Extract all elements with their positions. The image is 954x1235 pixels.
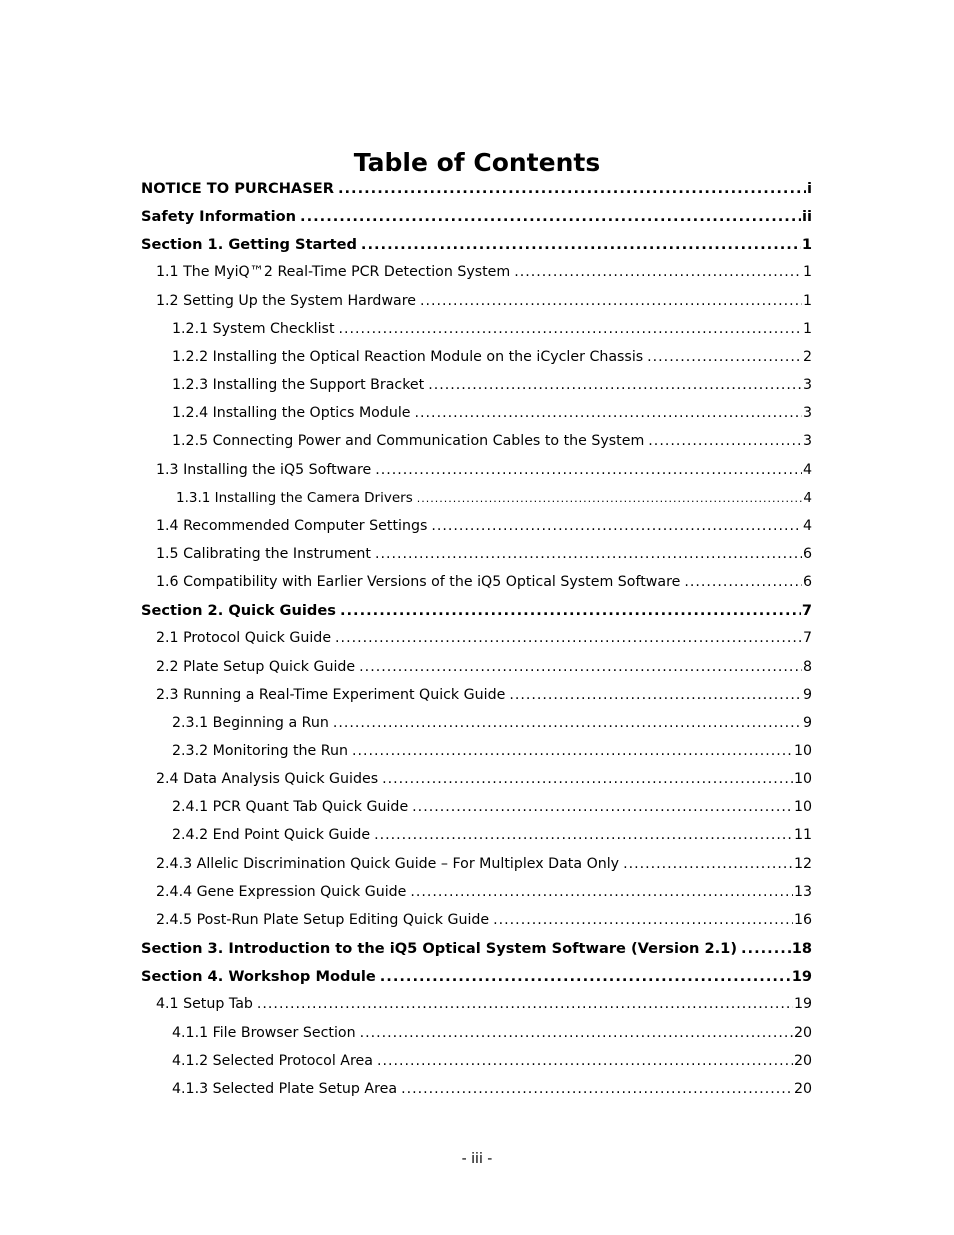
toc-dot-leader [417,492,803,505]
toc-entry-page: 10 [793,771,812,788]
toc-entry[interactable] [156,996,812,1024]
toc-entry-page: 13 [793,883,812,900]
toc-entry[interactable] [172,1025,812,1053]
toc-entry[interactable] [172,743,812,771]
toc-dot-leader [684,574,802,590]
toc-entry[interactable] [156,293,812,321]
toc-dot-leader [377,1053,793,1069]
toc-dot-leader [514,264,802,280]
toc-dot-leader [359,659,802,675]
toc-entry-page: 20 [793,1052,812,1069]
toc-dot-leader [352,743,793,759]
toc-entry-label: 2.3.2 Monitoring the Run [172,743,348,759]
toc-entry-label: 1.4 Recommended Computer Settings [156,517,428,534]
toc-entry[interactable] [176,490,812,518]
toc-dot-leader [623,856,793,872]
toc-entry[interactable] [156,574,812,602]
toc-dot-leader [361,236,801,253]
toc-entry-page: i [806,180,812,197]
toc-entry-label: 1.2.5 Connecting Power and Communication Cables to the System [172,433,645,450]
toc-dot-leader [335,630,802,646]
toc-entry-label: 2.3 Running a Real-Time Experiment Quick Guide [156,686,506,703]
toc-entry-page: 6 [802,574,812,591]
toc-entry-label: 2.3.1 Beginning a Run [172,714,329,731]
toc-entry[interactable] [172,827,812,855]
toc-entry[interactable] [156,856,812,884]
toc-entry-page: 19 [793,996,812,1013]
toc-entry-label: 4.1.1 File Browser Section [172,1024,356,1041]
toc-dot-leader [382,771,793,787]
toc-dot-leader [374,827,793,843]
toc-entry-label: 4.1 Setup Tab [156,996,253,1013]
toc-entry-label: Safety Information [141,208,297,226]
toc-entry-label: 1.1 The MyiQ™2 Real-Time PCR Detection System [156,264,511,281]
toc-entry[interactable] [141,208,812,236]
toc-entry-page: 10 [793,799,812,816]
toc-entry-page: 7 [802,630,812,647]
toc-entry-label: 2.4.1 PCR Quant Tab Quick Guide [172,799,409,816]
toc-entry[interactable] [141,968,812,996]
toc-entry-page: 7 [801,602,812,620]
toc-entry-page: 12 [793,855,812,872]
toc-dot-leader [431,518,802,534]
toc-entry-label: 2.1 Protocol Quick Guide [156,630,332,647]
toc-dot-leader [257,996,793,1012]
toc-entry-label: 2.2 Plate Setup Quick Guide [156,658,356,675]
toc-entry-page: 6 [802,545,812,562]
toc-entry-label: NOTICE TO PURCHASER [141,180,334,197]
toc-entry-label: 2.4 Data Analysis Quick Guides [156,771,379,788]
toc-entry-label: Section 2. Quick Guides [141,602,336,620]
toc-dot-leader [360,1025,793,1041]
toc-entry-page: 1 [801,236,812,254]
toc-entry[interactable] [141,180,812,208]
toc-dot-leader [333,715,802,731]
toc-entry-page: 3 [802,433,812,450]
toc-dot-leader [380,968,791,985]
toc-entry[interactable] [141,940,812,968]
toc-entry-label: 1.2.1 System Checklist [172,320,335,337]
page-number-footer: - iii - [461,1151,493,1167]
toc-entry-label: 1.2.3 Installing the Support Bracket [172,377,425,394]
page-title: Table of Contents [353,148,601,177]
toc-entry-page: 3 [802,405,812,422]
toc-entry-page: 20 [793,1080,812,1097]
toc-entry-page: 4 [802,517,812,534]
toc-entry[interactable] [156,264,812,292]
toc-entry-page: 4 [803,489,812,506]
toc-entry-label: Section 3. Introduction to the iQ5 Optical System Software (Version 2.1) [141,940,737,958]
toc-entry-page: 1 [802,292,812,309]
toc-entry-label: 2.4.5 Post-Run Plate Setup Editing Quick Guide [156,911,490,928]
toc-dot-leader [741,940,791,957]
toc-entry-page: 8 [802,658,812,675]
toc-entry[interactable] [156,518,812,546]
toc-dot-leader [493,912,793,928]
toc-dot-leader [340,602,801,619]
toc-dot-leader [420,293,802,309]
toc-entry-page: 19 [791,968,812,986]
toc-entry[interactable] [172,1081,812,1109]
toc-entry-label: 1.2.2 Installing the Optical Reaction Module on the iCycler Chassis [172,348,644,365]
toc-entry[interactable] [156,884,812,912]
toc-dot-leader [375,546,802,562]
toc-entry-label: 1.5 Calibrating the Instrument [156,545,371,562]
toc-entry[interactable] [172,377,812,405]
toc-entry[interactable] [156,912,812,940]
toc-entry-label: 1.2.4 Installing the Optics Module [172,405,411,422]
toc-entry[interactable] [156,771,812,799]
toc-dot-leader [300,208,801,225]
toc-entry-page: 11 [793,827,812,844]
toc-entry[interactable] [156,462,812,490]
toc-entry[interactable] [156,630,812,658]
toc-dot-leader [647,349,802,365]
toc-entry-label: 1.3 Installing the iQ5 Software [156,461,372,478]
toc-entry[interactable] [156,546,812,574]
toc-entry-page: 1 [802,320,812,337]
toc-entry-label: 2.4.2 End Point Quick Guide [172,827,371,844]
toc-entry-label: 1.3.1 Installing the Camera Drivers [176,489,413,506]
toc-entry-page: 1 [802,264,812,281]
toc-entry-page: 9 [802,686,812,703]
toc-dot-leader [412,799,793,815]
toc-entry[interactable] [156,687,812,715]
toc-dot-leader [410,884,793,900]
toc-entry-page: 2 [802,348,812,365]
toc-entry-page: 20 [793,1024,812,1041]
toc-entry[interactable] [172,405,812,433]
toc-entry-page: 18 [791,940,812,958]
toc-entry-page: 3 [802,377,812,394]
toc-dot-leader [339,321,802,337]
toc-entry-page: ii [801,208,812,226]
toc-entry-label: Section 4. Workshop Module [141,968,376,986]
toc-dot-leader [415,405,802,421]
toc-entry-page: 9 [802,714,812,731]
toc-entry-label: 2.4.3 Allelic Discrimination Quick Guide – For Multiplex Data Only [156,855,620,872]
toc-entry-page: 10 [793,743,812,759]
toc-entry-label: 2.4.4 Gene Expression Quick Guide [156,883,407,900]
toc-dot-leader [648,433,802,449]
toc-dot-leader [338,180,806,197]
toc-entry[interactable] [172,715,812,743]
toc-entry-page: 4 [802,461,812,478]
toc-entry[interactable] [156,659,812,687]
toc-entry-page: 16 [793,911,812,928]
toc-entry[interactable] [172,433,812,461]
toc-dot-leader [401,1081,793,1097]
toc-entry[interactable] [141,236,812,264]
toc-entry-label: 1.6 Compatibility with Earlier Versions of the iQ5 Optical System Software [156,574,681,591]
toc-entry-label: Section 1. Getting Started [141,236,357,254]
toc-entry-label: 1.2 Setting Up the System Hardware [156,292,416,309]
toc-entry[interactable] [141,602,812,630]
toc-dot-leader [509,687,802,703]
toc-entry[interactable] [172,321,812,349]
toc-dot-leader [375,462,802,478]
toc-entry[interactable] [172,349,812,377]
toc-entry-label: 4.1.2 Selected Protocol Area [172,1052,373,1069]
toc-entry[interactable] [172,799,812,827]
toc-entry-label: 4.1.3 Selected Plate Setup Area [172,1080,398,1097]
toc-entry[interactable] [172,1053,812,1081]
toc-dot-leader [428,377,802,393]
